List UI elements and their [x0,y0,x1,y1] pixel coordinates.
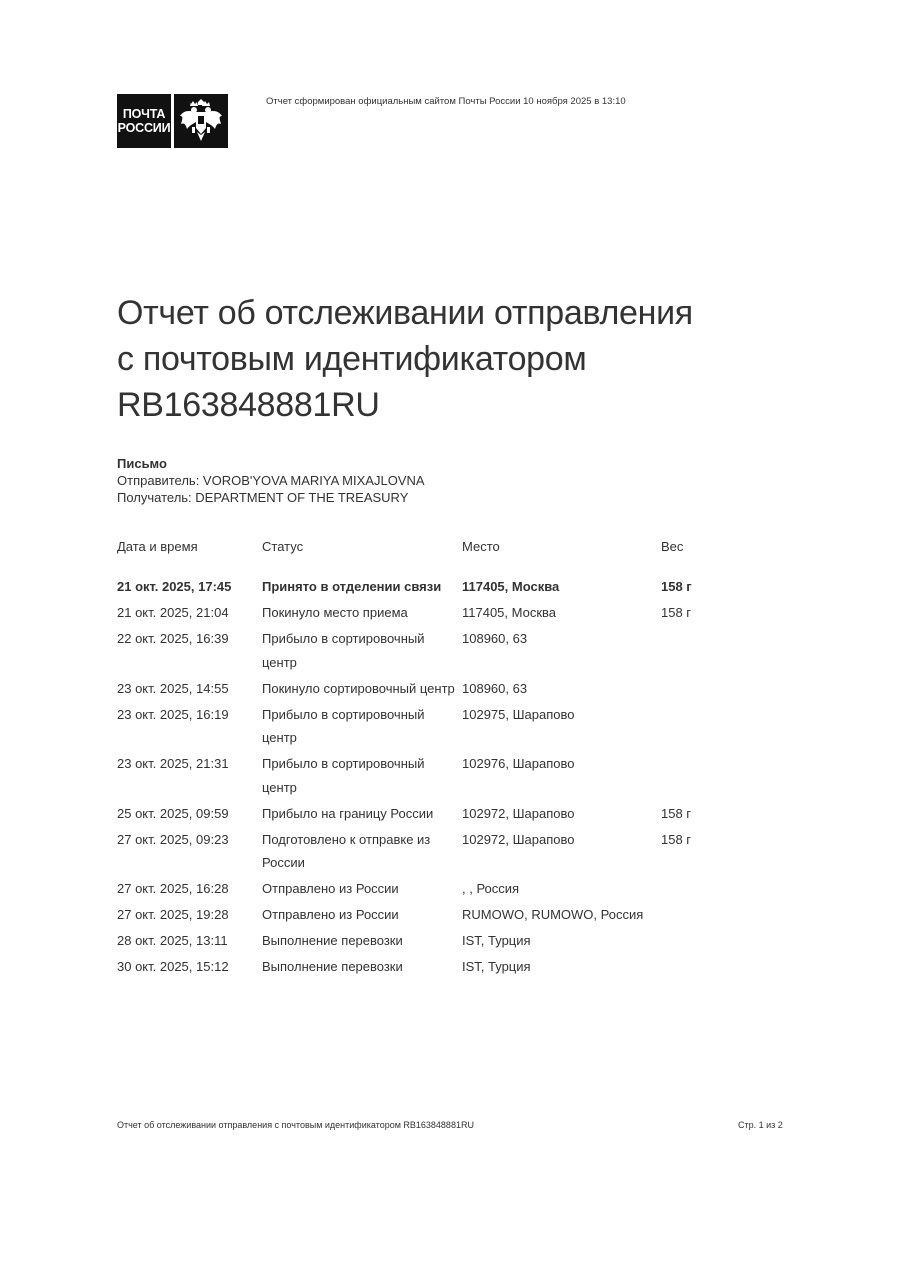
cell-location: 108960, 63 [462,680,528,696]
cell-location: 117405, Москва [462,579,560,594]
cell-datetime: 23 окт. 2025, 21:31 [117,756,229,771]
tracking-number: RB163848881RU [117,386,380,424]
cell-status: Прибыло на границу России [262,805,434,821]
table-header-row [117,537,721,575]
cell-weight [661,929,721,955]
table-row [117,903,721,929]
cell-weight: 158 г [661,605,692,620]
recipient: Получатель: DEPARTMENT OF THE TREASURY [117,490,409,505]
col-header-location: Место [462,539,500,554]
col-header-datetime: Дата и время [117,539,198,554]
cell-status: Отправлено из России [262,907,399,922]
cell-datetime: 21 окт. 2025, 21:04 [117,605,229,620]
cell-datetime: 28 окт. 2025, 13:11 [117,933,228,948]
cell-location: , , Россия [462,881,520,896]
russian-post-logo [117,94,228,148]
table-row [117,929,721,955]
table-row [117,877,721,903]
cell-status: Выполнение перевозки [262,959,403,974]
table-row [117,575,721,601]
cell-weight [661,903,721,929]
cell-datetime: 21 окт. 2025, 17:45 [117,579,232,594]
cell-location: 108960, 63 [462,631,528,646]
table-row [117,955,721,981]
table-row [117,627,721,677]
cell-location: 102972, Шарапово [462,805,575,821]
title-line-1: Отчет об отслеживании отправления [117,294,693,332]
cell-location: 102975, Шарапово [462,706,575,722]
table-row [117,677,721,703]
cell-datetime: 27 окт. 2025, 19:28 [117,907,229,922]
cell-weight [661,955,721,981]
cell-location: IST, Турция [462,933,531,948]
cell-location: 117405, Москва [462,605,557,620]
title-line-2: с почтовым идентификатором [117,340,587,378]
col-header-status: Статус [262,539,304,554]
logo-line-2: РОССИИ [117,121,171,135]
cell-status: Выполнение перевозки [262,933,403,948]
footer-report-title: Отчет об отслеживании отправления с почтовым идентификатором RB163848881RU [117,1120,474,1130]
cell-status: Покинуло место приема [262,605,408,620]
cell-status: Прибыло в сортировочный центр [262,706,425,745]
page-number: Стр. 1 из 2 [738,1120,783,1130]
cell-datetime: 27 окт. 2025, 16:28 [117,881,229,896]
logo-line-1: ПОЧТА [122,107,166,121]
double-headed-eagle-icon [174,94,228,148]
cell-status: Покинуло сортировочный центр [262,680,455,696]
sender: Отправитель: VOROB'YOVA MARIYA MIXAJLOVNA [117,473,425,488]
logo-wordmark [117,94,171,148]
cell-status: Подготовлено к отправке из России [262,831,431,870]
cell-location: 102972, Шарапово [462,831,575,847]
cell-datetime: 27 окт. 2025, 09:23 [117,831,229,847]
tracking-events-table [117,537,721,981]
shipment-type: Письмо [117,456,167,471]
cell-weight [661,627,721,677]
cell-location: RUMOWO, RUMOWO, Россия [462,907,644,922]
cell-weight [661,752,721,802]
cell-status: Отправлено из России [262,881,399,896]
cell-status: Прибыло в сортировочный центр [262,631,425,670]
cell-weight [661,877,721,903]
cell-datetime: 22 окт. 2025, 16:39 [117,631,229,646]
cell-location: 102976, Шарапово [462,756,575,771]
cell-status: Прибыло в сортировочный центр [262,756,425,795]
cell-weight [661,677,721,703]
cell-datetime: 30 окт. 2025, 15:12 [117,959,229,974]
table-row [117,802,721,828]
cell-datetime: 25 окт. 2025, 09:59 [117,805,229,821]
col-header-weight: Вес [661,539,684,554]
table-row [117,601,721,627]
cell-weight: 158 г [661,805,692,821]
table-row [117,752,721,802]
generated-notice: Отчет сформирован официальным сайтом Почты России 10 ноября 2025 в 13:10 [266,96,626,107]
cell-status: Принято в отделении связи [262,579,442,594]
cell-weight: 158 г [661,579,692,594]
shipment-info [117,455,425,506]
table-row [117,828,721,878]
cell-weight: 158 г [661,831,692,847]
cell-datetime: 23 окт. 2025, 14:55 [117,680,229,696]
cell-datetime: 23 окт. 2025, 16:19 [117,706,229,722]
cell-weight [661,703,721,753]
cell-location: IST, Турция [462,959,531,974]
table-row [117,703,721,753]
report-title [117,290,693,428]
